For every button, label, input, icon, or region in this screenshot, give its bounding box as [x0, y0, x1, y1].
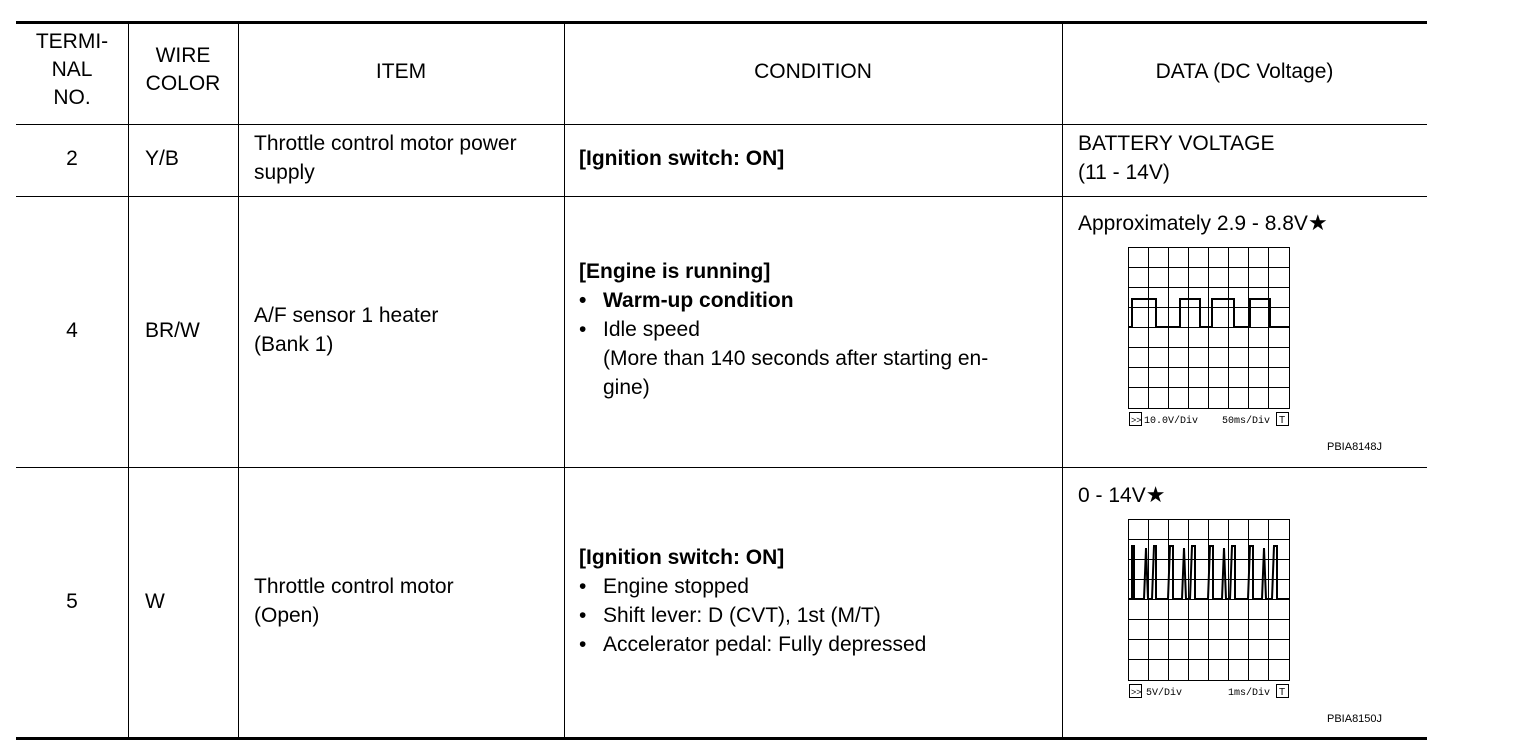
header-condition: CONDITION	[754, 60, 872, 83]
svg-text:5V/Div: 5V/Div	[1146, 688, 1183, 699]
table-bottom-rule	[16, 737, 1427, 740]
condition-heading: [Ignition switch: ON]	[579, 546, 785, 569]
header-terminal-no: TERMI- NAL NO.	[35, 30, 109, 109]
condition-note: (More than 140 seconds after starting en-	[603, 347, 989, 370]
condition-bullet: • Accelerator pedal: Fully depressed	[579, 633, 927, 656]
condition-heading: [Engine is running]	[579, 260, 771, 283]
column-divider	[564, 24, 565, 737]
header-item: ITEM	[375, 60, 427, 83]
figure-caption: PBIA8148J	[1327, 441, 1383, 453]
data-value: Approximately 2.9 - 8.8V★	[1078, 210, 1328, 235]
svg-text:10.0V/Div: 10.0V/Div	[1144, 416, 1199, 427]
data-value: BATTERY VOLTAGE (11 - 14V)	[1078, 132, 1275, 184]
star-icon: ★	[1145, 482, 1166, 507]
condition-block	[579, 257, 1057, 402]
row-divider	[16, 467, 1427, 468]
svg-text:1ms/Div: 1ms/Div	[1228, 688, 1271, 699]
svg-text:T: T	[1279, 415, 1286, 426]
item-text: Throttle control motor power supply	[254, 132, 517, 184]
item-text: A/F sensor 1 heater (Bank 1)	[254, 304, 439, 356]
column-divider	[1062, 24, 1063, 737]
svg-text:50ms/Div: 50ms/Div	[1222, 416, 1271, 427]
wire-color: Y/B	[145, 147, 179, 170]
header-wire-color: WIRE COLOR	[145, 44, 221, 95]
svg-text:>>: >>	[1131, 415, 1142, 425]
figure-caption: PBIA8150J	[1327, 713, 1383, 725]
data-value: 0 - 14V★	[1078, 482, 1166, 507]
terminal-no: 5	[66, 590, 78, 613]
svg-text:T: T	[1279, 687, 1286, 698]
terminal-no: 2	[66, 147, 78, 170]
wire-color: BR/W	[145, 319, 200, 342]
column-divider	[128, 24, 129, 737]
condition-bullet: • Engine stopped	[579, 575, 749, 598]
terminal-no: 4	[66, 319, 78, 342]
svg-text:>>: >>	[1131, 687, 1142, 697]
condition-block	[579, 543, 1057, 659]
condition-note: gine)	[603, 376, 650, 399]
column-divider	[238, 24, 239, 737]
item-text: Throttle control motor (Open)	[254, 575, 454, 627]
wire-color: W	[145, 590, 165, 613]
oscilloscope-waveform-heater	[1126, 246, 1292, 430]
table-top-rule	[16, 21, 1427, 24]
condition-heading: [Ignition switch: ON]	[579, 147, 785, 170]
star-icon: ★	[1307, 210, 1328, 235]
condition-bullet: • Warm-up condition	[579, 289, 794, 312]
waveform-trace	[1129, 546, 1289, 599]
header-data: DATA (DC Voltage)	[1155, 60, 1334, 83]
header-divider	[16, 124, 1427, 125]
condition-bullet: • Shift lever: D (CVT), 1st (M/T)	[579, 604, 881, 627]
row-divider	[16, 196, 1427, 197]
condition-bullet: • Idle speed	[579, 318, 700, 341]
oscilloscope-waveform-motor	[1126, 518, 1292, 702]
